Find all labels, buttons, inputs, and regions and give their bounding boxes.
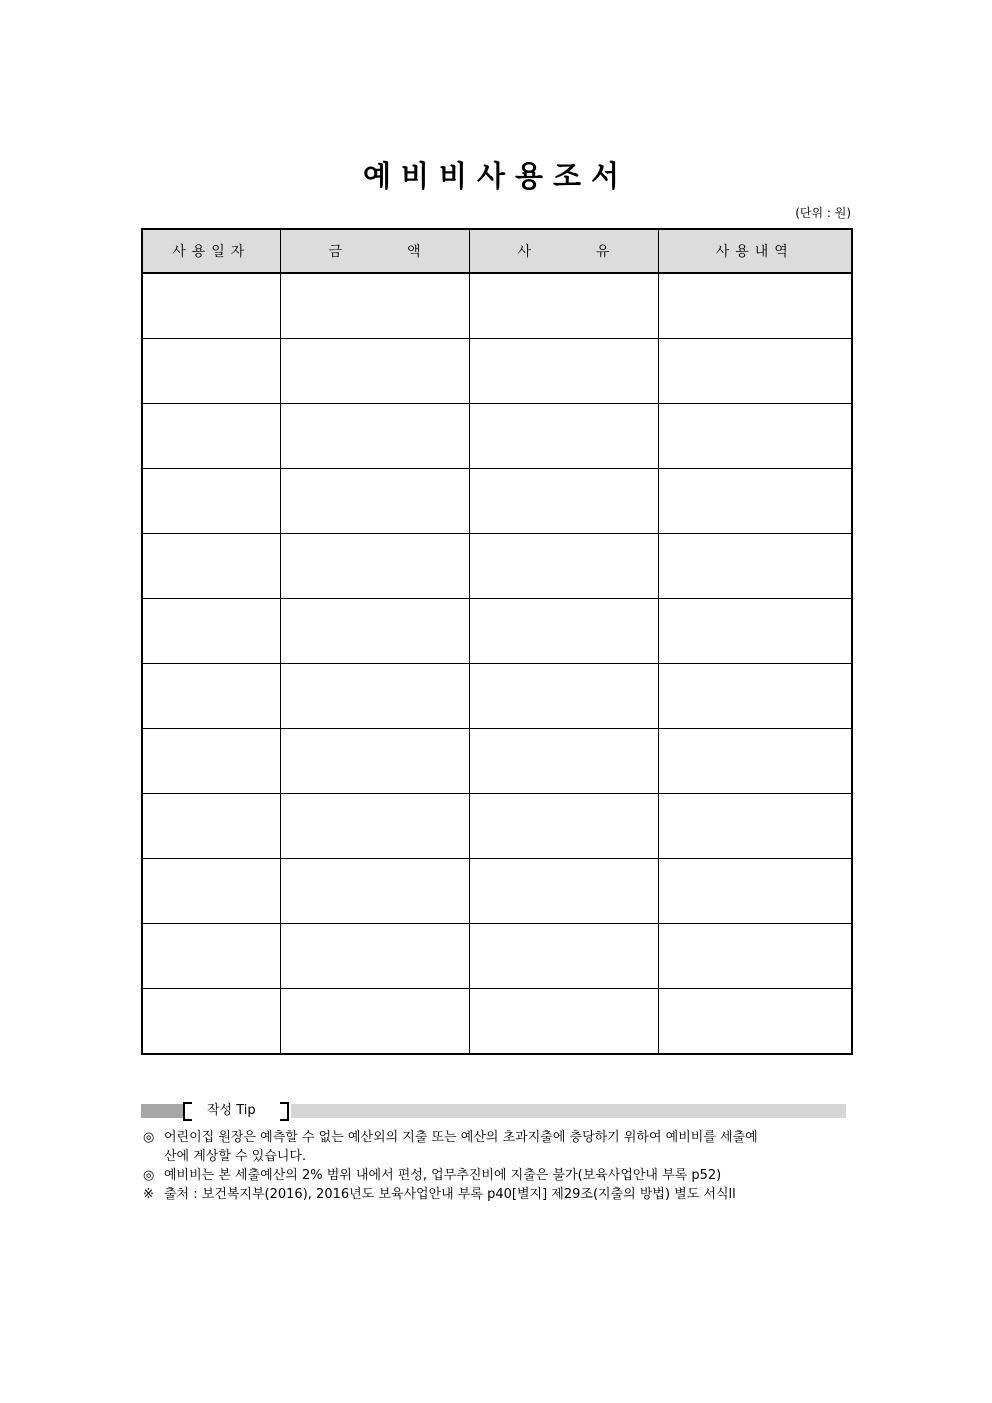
details-cell[interactable] [658, 469, 852, 534]
reason-cell[interactable] [469, 273, 658, 339]
table-row [142, 534, 852, 599]
table-row [142, 924, 852, 989]
details-cell[interactable] [658, 599, 852, 664]
date-cell[interactable] [142, 469, 280, 534]
table-row [142, 599, 852, 664]
amount-cell[interactable] [280, 599, 469, 664]
amount-cell[interactable] [280, 273, 469, 339]
amount-cell[interactable] [280, 664, 469, 729]
header-amount-left: 금 [328, 244, 343, 260]
note-mark: ◎ [143, 1130, 155, 1145]
date-cell[interactable] [142, 534, 280, 599]
date-cell[interactable] [142, 664, 280, 729]
tip-right-bracket [280, 1102, 289, 1121]
unit-label: (단위 : 원) [795, 206, 851, 220]
tip-bar [141, 1101, 846, 1121]
tip-left-bracket [183, 1102, 192, 1121]
table-body [142, 273, 852, 1054]
details-cell[interactable] [658, 989, 852, 1055]
table-row [142, 273, 852, 339]
amount-cell[interactable] [280, 924, 469, 989]
tip-bar-light-segment [291, 1104, 846, 1118]
details-cell[interactable] [658, 339, 852, 404]
date-cell[interactable] [142, 339, 280, 404]
amount-cell[interactable] [280, 859, 469, 924]
amount-cell[interactable] [280, 339, 469, 404]
details-cell[interactable] [658, 924, 852, 989]
amount-cell[interactable] [280, 534, 469, 599]
reason-cell[interactable] [469, 339, 658, 404]
tip-notes [143, 1128, 863, 1204]
tip-label: 작성 Tip [207, 1103, 256, 1118]
reason-cell[interactable] [469, 924, 658, 989]
reason-cell[interactable] [469, 794, 658, 859]
tip-note [143, 1185, 863, 1204]
date-cell[interactable] [142, 273, 280, 339]
header-reason-right: 유 [595, 244, 610, 260]
amount-cell[interactable] [280, 729, 469, 794]
details-cell[interactable] [658, 404, 852, 469]
header-details: 사용내역 [658, 229, 852, 273]
table-row [142, 859, 852, 924]
header-reason [469, 229, 658, 273]
table-row [142, 989, 852, 1055]
details-cell[interactable] [658, 534, 852, 599]
amount-cell[interactable] [280, 404, 469, 469]
reserve-fund-table [141, 228, 853, 1055]
details-cell[interactable] [658, 664, 852, 729]
note-line: 예비비는 본 세출예산의 2% 범위 내에서 편성, 업무추진비에 지출은 불가(보육사업안내 부록 p52) [164, 1168, 722, 1183]
reason-cell[interactable] [469, 599, 658, 664]
amount-cell[interactable] [280, 469, 469, 534]
header-amount-right: 액 [406, 244, 421, 260]
reason-cell[interactable] [469, 404, 658, 469]
note-line: 출처 : 보건복지부(2016), 2016년도 보육사업안내 부록 p40[별지] 제29조(지출의 방법) 별도 서식ll [164, 1187, 736, 1202]
table-row [142, 404, 852, 469]
note-mark: ※ [143, 1187, 154, 1202]
tip-note [143, 1166, 863, 1185]
details-cell[interactable] [658, 729, 852, 794]
date-cell[interactable] [142, 599, 280, 664]
table-row [142, 339, 852, 404]
details-cell[interactable] [658, 859, 852, 924]
note-mark: ◎ [143, 1168, 155, 1183]
date-cell[interactable] [142, 729, 280, 794]
header-amount [280, 229, 469, 273]
reason-cell[interactable] [469, 989, 658, 1055]
date-cell[interactable] [142, 404, 280, 469]
date-cell[interactable] [142, 859, 280, 924]
amount-cell[interactable] [280, 794, 469, 859]
details-cell[interactable] [658, 794, 852, 859]
reason-cell[interactable] [469, 534, 658, 599]
header-date: 사용일자 [142, 229, 280, 273]
date-cell[interactable] [142, 794, 280, 859]
table-row [142, 794, 852, 859]
table-header-row [142, 229, 852, 273]
date-cell[interactable] [142, 989, 280, 1055]
table-row [142, 664, 852, 729]
note-line: 어린이집 원장은 예측할 수 없는 예산외의 지출 또는 예산의 초과지출에 충당하기 위하여 예비비를 세출예 [164, 1130, 758, 1145]
amount-cell[interactable] [280, 989, 469, 1055]
header-reason-left: 사 [517, 244, 532, 260]
note-line: 산에 계상할 수 있습니다. [164, 1149, 307, 1164]
table-row [142, 729, 852, 794]
details-cell[interactable] [658, 273, 852, 339]
reason-cell[interactable] [469, 469, 658, 534]
tip-bar-dark-segment [141, 1104, 183, 1118]
date-cell[interactable] [142, 924, 280, 989]
reason-cell[interactable] [469, 729, 658, 794]
document-title: 예비비사용조서 [362, 159, 630, 193]
reason-cell[interactable] [469, 664, 658, 729]
table-row [142, 469, 852, 534]
tip-note [143, 1128, 863, 1166]
reason-cell[interactable] [469, 859, 658, 924]
